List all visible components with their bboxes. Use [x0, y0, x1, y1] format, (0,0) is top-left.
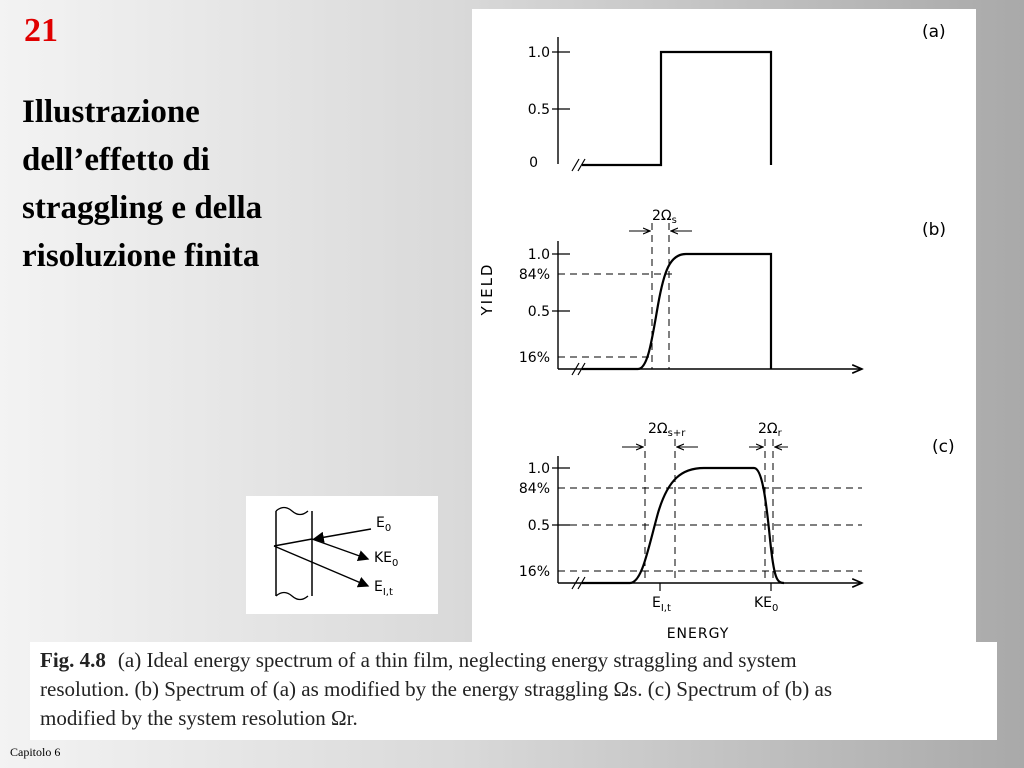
caption-lead: Fig. 4.8 [40, 648, 106, 672]
tick-label: 1.0 [527, 45, 550, 61]
label-e0: $E_0$ [376, 515, 392, 534]
annotation-2omega-sr: $2\Omega_{s+r}$ [648, 421, 686, 439]
figure-caption [30, 642, 997, 740]
x-tick-ke0: $KE_0$ [754, 595, 779, 614]
film-top-edge [276, 508, 308, 515]
tick-label: 84% [518, 267, 550, 283]
tick-label: 1.0 [527, 247, 550, 263]
label-eit: $E_{I,t}$ [374, 579, 393, 598]
incident-beam-arrow [314, 529, 371, 539]
label-ke0: $KE_0$ [374, 550, 399, 569]
penetrating-beam [274, 539, 312, 546]
title-line: straggling e della [22, 190, 263, 226]
panel-b [478, 208, 946, 375]
tick-label: 0 [529, 155, 538, 171]
annotation-2omega-r: $2\Omega_r$ [758, 421, 782, 439]
slide-title [22, 88, 342, 280]
x-axis-label: ENERGY [666, 626, 730, 642]
tick-label: 16% [518, 350, 550, 366]
caption-line-1 [40, 646, 987, 675]
surface-scatter-arrow [312, 539, 368, 559]
spectrum-figure [472, 9, 976, 643]
tick-label: 0.5 [527, 304, 550, 320]
footer-chapter: Capitolo 6 [10, 745, 61, 759]
slide-number: 21 [24, 12, 58, 49]
x-tick-eit: $E_{I,t}$ [652, 595, 671, 614]
depth-scatter-arrow [274, 546, 368, 586]
spectrum-figure-svg [472, 9, 976, 643]
title-line: dell’effetto di [22, 142, 210, 178]
panel-a-label: (a) [922, 22, 946, 42]
tick-label: 0.5 [527, 102, 550, 118]
tick-label: 16% [518, 564, 550, 580]
tick-label: 1.0 [527, 461, 550, 477]
tick-label: 84% [518, 481, 550, 497]
annotation-2omega-s: $2\Omega_s$ [652, 208, 677, 226]
caption-line-2: resolution. (b) Spectrum of (a) as modified by the energy straggling Ωs. (c) Spectrum of (b) as [40, 677, 833, 701]
scattering-inset-svg [246, 496, 438, 614]
y-axis-label: YIELD [478, 262, 496, 316]
film-bottom-edge [276, 593, 308, 600]
caption-line-3: modified by the system resolution Ωr. [40, 706, 358, 730]
panel-a [528, 22, 946, 171]
panel-b-label: (b) [922, 220, 947, 240]
panel-c [519, 421, 955, 642]
straggling-spectrum-curve [582, 254, 771, 369]
ideal-spectrum-curve [582, 52, 771, 165]
title-line: risoluzione finita [22, 238, 260, 274]
tick-label: 0.5 [527, 518, 550, 534]
caption-text-1: (a) Ideal energy spectrum of a thin film, neglecting energy straggling and system [117, 648, 797, 672]
title-line: Illustrazione [22, 94, 200, 130]
panel-c-label: (c) [932, 437, 955, 457]
scattering-inset [246, 496, 438, 614]
